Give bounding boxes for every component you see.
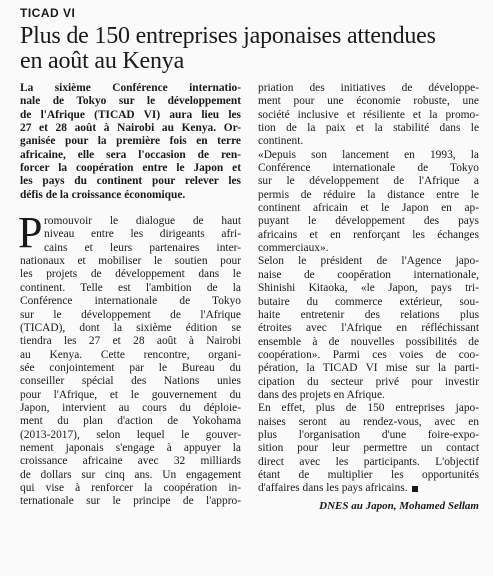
- text-line: au Kenya. Cette rencontre, organi-: [20, 348, 241, 361]
- left-column: [20, 82, 241, 513]
- text-line: sée conjointement par le Bureau du: [20, 361, 241, 374]
- headline: [20, 24, 479, 74]
- text-line: cipation du secteur privé pour investir: [258, 375, 479, 388]
- text-line: 27 et 28 août à Nairobi au Kenya. Or-: [20, 122, 241, 135]
- text-line: (TICAD), dont la sixième édition se: [20, 321, 241, 334]
- text-line: tiendra les 27 et 28 août à Nairobi: [20, 335, 241, 348]
- text-line: plus l'organisation d'une foire-expo-: [258, 428, 479, 441]
- text-line: africains et en renforçant les échanges: [258, 228, 479, 241]
- text-line: coopération». Parmi ces voies de coo-: [258, 348, 479, 361]
- text-line: pour l'Afrique, et le gouvernement du: [20, 388, 241, 401]
- text-line: La sixième Conférence internatio-: [20, 82, 241, 94]
- text-line: cains et leurs partenaires inter-: [44, 241, 241, 254]
- text-line: Shinishi Kitaoka, «le Japon, pays tri-: [258, 282, 479, 295]
- text-line: africaine, elle sera l'occasion de ren-: [20, 148, 241, 161]
- text-line: ternationale sur le principe de l'appro-: [20, 495, 241, 508]
- right-column: [258, 82, 479, 513]
- text-line: romouvoir le dialogue de haut: [44, 215, 241, 228]
- text-line: Japon, intervient au cours du déploie-: [20, 401, 241, 414]
- text-line: étant de multiplier les opportunités: [258, 468, 479, 481]
- text-line: Conférence internationale de Tokyo: [258, 162, 479, 175]
- text-line: forcer la coopération entre le Japon et: [20, 162, 241, 175]
- text-line: continent. Telle est l'ambition de la: [20, 281, 241, 294]
- text-line: tion de la paix et la stabilité dans le: [258, 122, 479, 135]
- text-line: nale de Tokyo sur le développement: [20, 95, 241, 108]
- signature: [258, 500, 479, 513]
- text-line: direct avec les participants. L'objectif: [258, 455, 479, 468]
- text-line: ment pour une économie robuste, une: [258, 95, 479, 108]
- body-left: [20, 255, 241, 509]
- text-line: croissance africaine avec 32 milliards: [20, 455, 241, 468]
- text-line: sition pour leur permettre un contact: [258, 442, 479, 455]
- text-line: continent.: [258, 135, 304, 148]
- end-of-article-icon: [412, 486, 418, 492]
- text-line: de l'Afrique (TICAD VI) aura lieu les: [20, 108, 241, 121]
- text-line: société inclusive et résiliente et la promo-: [258, 108, 479, 121]
- text-line: ganisée pour la première fois en terre: [20, 135, 241, 148]
- text-line: (2013-2017), selon lequel le gouver-: [20, 428, 241, 441]
- text-line: niveau entre les dirigeants afri-: [44, 228, 241, 241]
- chapo: [20, 82, 241, 202]
- rubric: TICAD VI: [20, 6, 76, 20]
- text-line: pération, la TICAD VI mise sur la parti-: [258, 362, 479, 375]
- text-line: butaire du commerce extérieur, sou-: [258, 295, 479, 308]
- body-right: [258, 82, 479, 496]
- text-line: «Depuis son lancement en 1993, la: [258, 148, 479, 161]
- article-columns: [20, 82, 479, 513]
- text-line: naises seront au rendez-vous, avec en: [258, 415, 479, 428]
- text-line: priation des initiatives de développe-: [258, 82, 479, 94]
- text-line: permis de réduire la distance entre le: [258, 188, 479, 201]
- text-line: conseiller spécial des Nations unies: [20, 375, 241, 388]
- dropcap-lines: [18, 208, 241, 258]
- text-line: les pays du continent pour relever les: [20, 175, 241, 188]
- dropcap-paragraph: [18, 208, 241, 258]
- text-line: naise de coopération internationale,: [258, 268, 479, 281]
- signature-text: DNES au Japon, Mohamed Sellam: [319, 499, 479, 512]
- text-line: sur le développement de l'Afrique a: [258, 175, 479, 188]
- text-line: Selon le président de l'Agence japo-: [258, 255, 479, 268]
- text-line: En effet, plus de 150 entreprises japo-: [258, 402, 479, 415]
- text-line: commerciaux».: [258, 242, 329, 255]
- text-line: ensemble à de nouvelles possibilités de: [258, 335, 479, 348]
- text-line: défis de la croissance économique.: [20, 188, 186, 201]
- headline-line: en août au Kenya: [20, 48, 185, 74]
- text-line: dans des projets en Afrique.: [258, 388, 385, 401]
- dropcap-letter: P: [18, 208, 43, 258]
- text-line: qui vise à renforcer la coopération in-: [20, 481, 241, 494]
- text-line: puyant le développement des pays: [258, 215, 479, 228]
- text-line: Conférence internationale de Tokyo: [20, 295, 241, 308]
- text-line: sur le développement de l'Afrique: [20, 308, 241, 321]
- text-line: continent africain et le Japon en ap-: [258, 202, 479, 215]
- headline-line: Plus de 150 entreprises japonaises attendues: [20, 23, 436, 49]
- text-line: les projets de développement dans le: [20, 268, 241, 281]
- text-line: d'affaires dans les pays africains.: [258, 482, 479, 495]
- text-line: nement japonais s'engage à appuyer la: [20, 441, 241, 454]
- text-line: nationaux et mobiliser le soutien pour: [20, 255, 241, 268]
- text-line: étroites avec l'Afrique en réfléchissant: [258, 322, 479, 335]
- text-line: de dollars sur cinq ans. Un engagement: [20, 468, 241, 481]
- text-line: ment du plan d'action de Yokohama: [20, 415, 241, 428]
- text-line: haite entretenir des relations plus: [258, 308, 479, 321]
